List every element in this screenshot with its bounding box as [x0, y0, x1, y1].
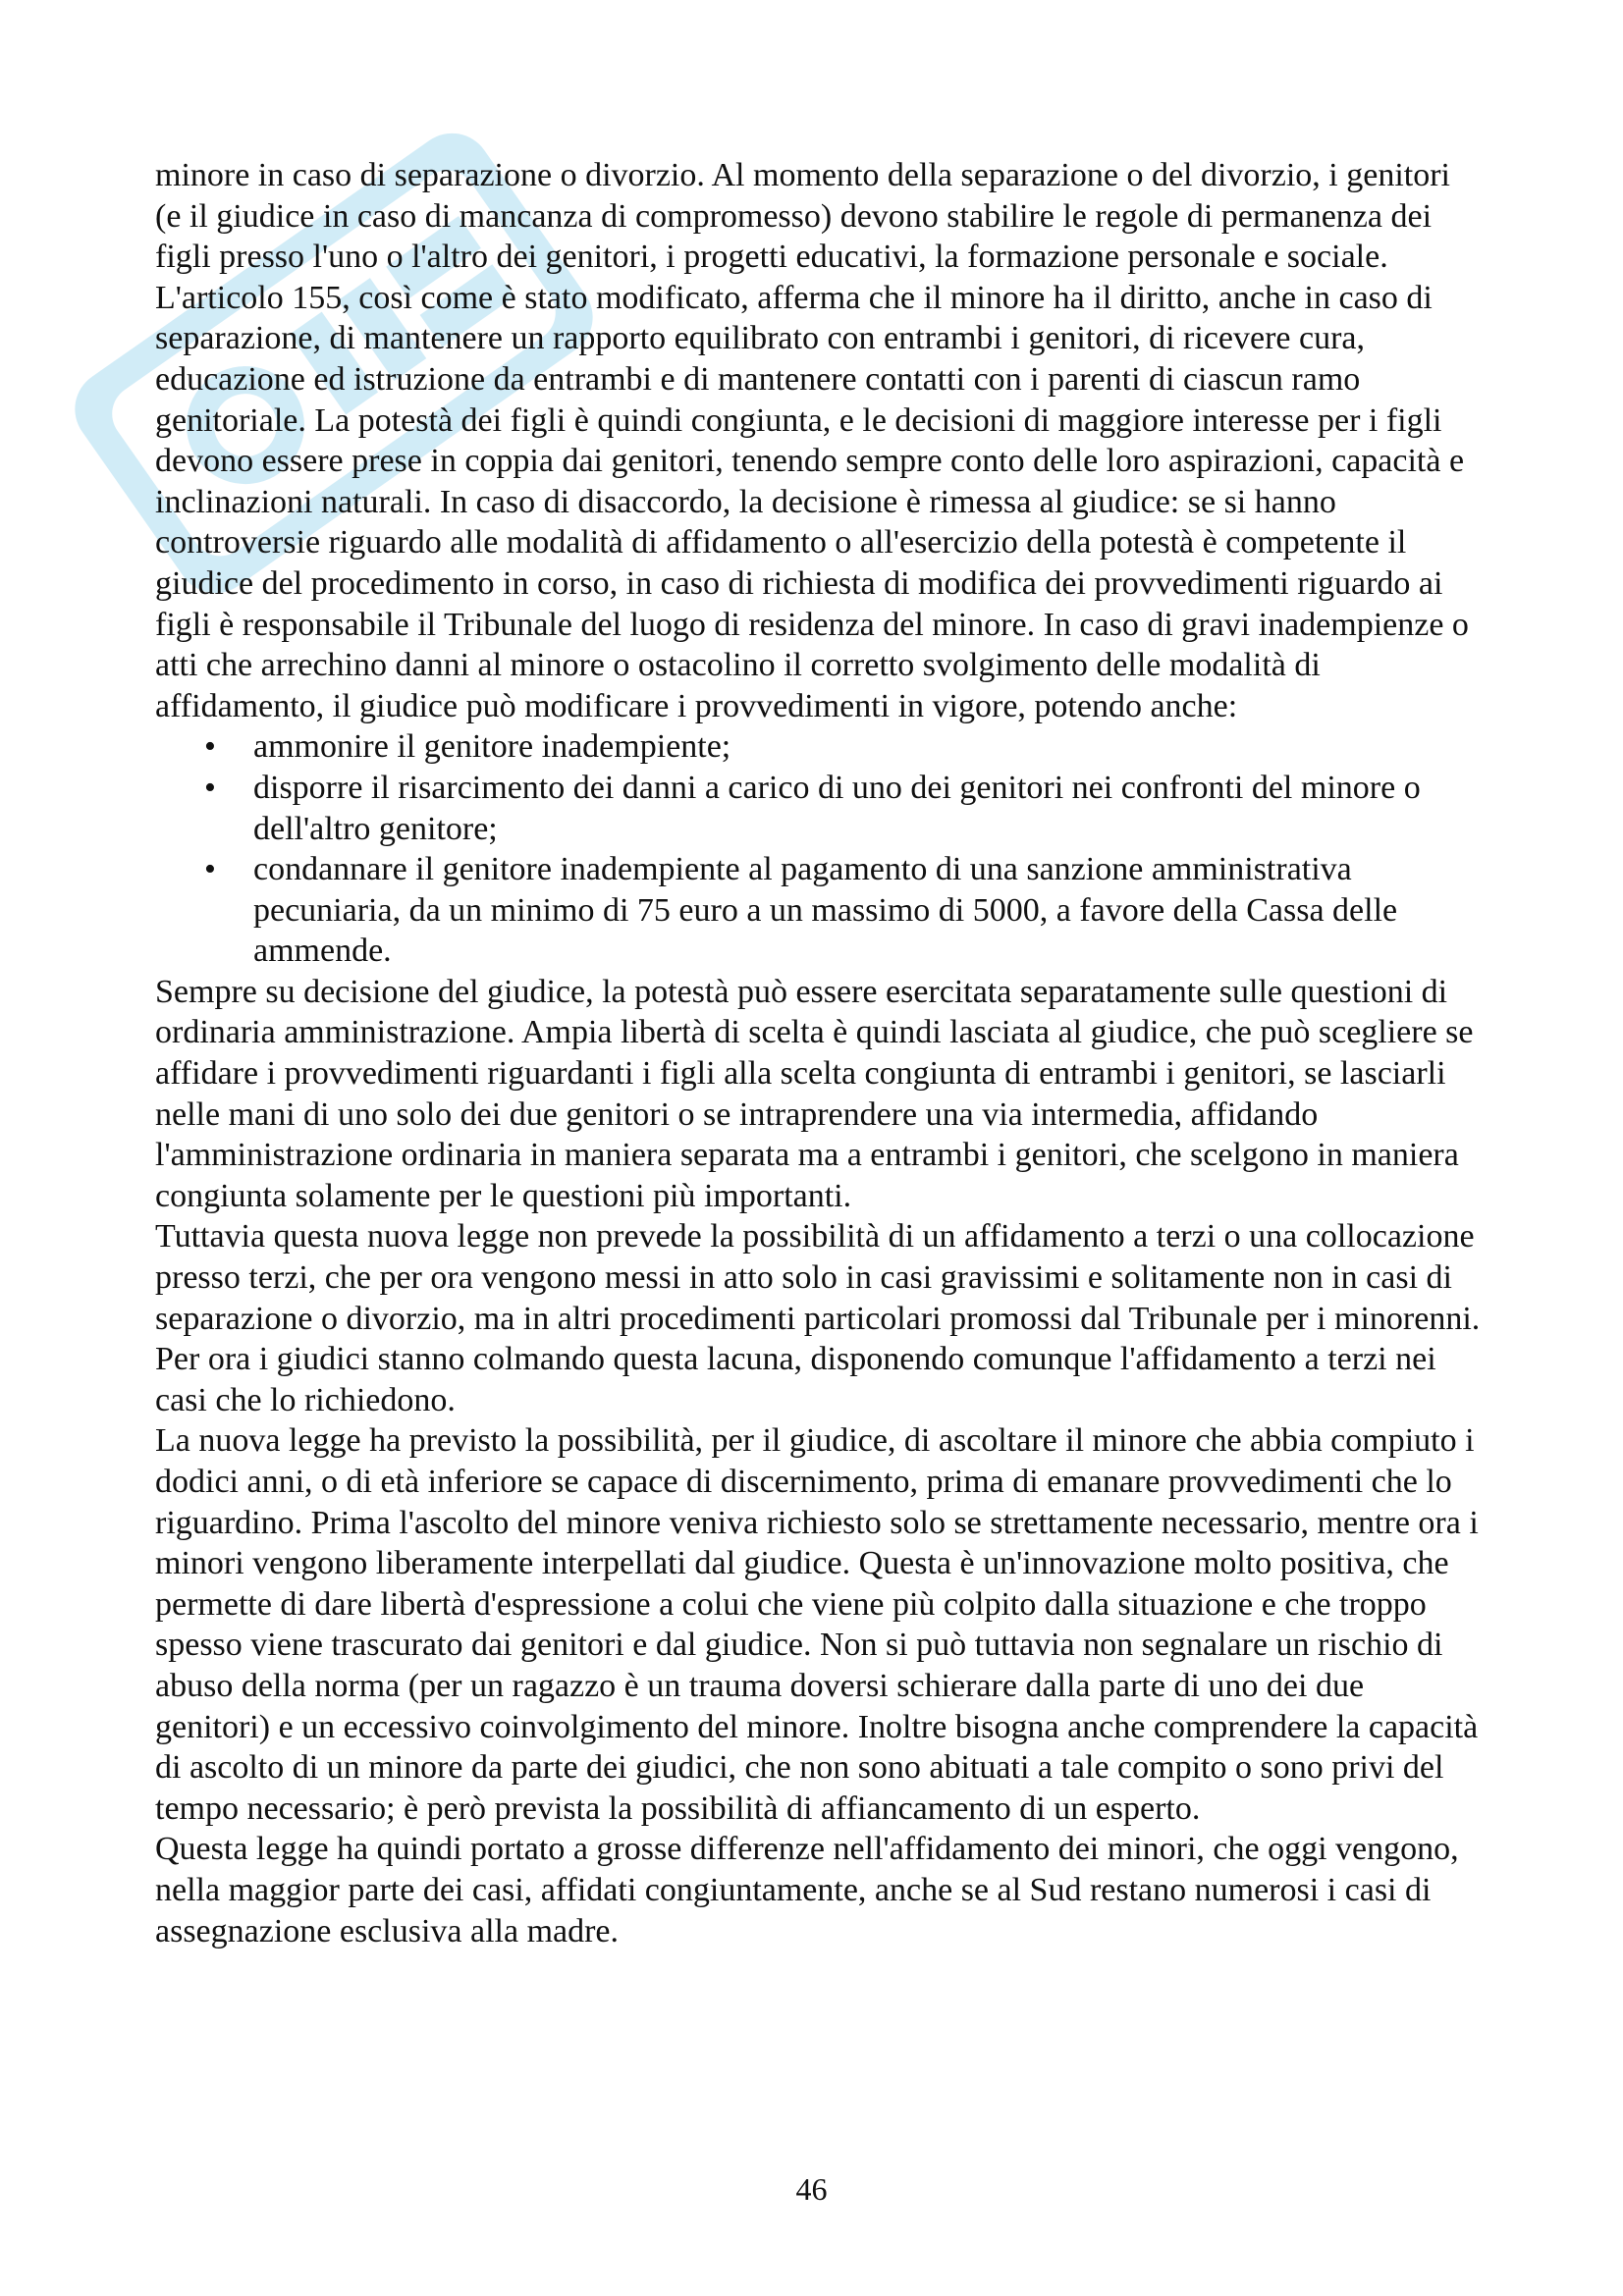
paragraph-5: La nuova legge ha previsto la possibilità, per il giudice, di ascoltare il minore che abbia compiuto i dodici anni, o di età inferiore se capace di discernimento, prima di emanare provvedimenti che lo riguardino. Prima l'ascolto del minore veniva richiesto solo se strettamente necessario, mentre ora i minori vengono liberamente interpellati dal giudice. Questa è un'innovazione molto positiva, che permette di dare libertà d'espressione a colui che viene più colpito dalla situazione e che troppo spesso viene trascurato dai genitori e dal giudice. Non si può tuttavia non segnalare un rischio di abuso della norma (per un ragazzo è un trauma doversi schierare dalla parte di uno dei due genitori) e un eccessivo coinvolgimento del minore. Inoltre bisogna anche comprendere la capacità di ascolto di un minore da parte dei giudici, che non sono abituati a tale compito o sono privi del tempo necessario; è però prevista la possibilità di affiancamento di un esperto.	[155, 1422, 1479, 1827]
list-item	[204, 726, 1481, 768]
list-item-text: disporre il risarcimento dei danni a carico di uno dei genitori nei confronti del minore o dell'altro genitore;	[253, 769, 1421, 847]
bullet-icon: •	[204, 769, 216, 806]
paragraph-2: L'articolo 155, così come è stato modificato, afferma che il minore ha il diritto, anche in caso di separazione, di mantenere un rapporto equilibrato con entrambi i genitori, di ricevere cura, educazione ed istruzione da entrambi e di mantenere contatti con i parenti di ciascun ramo genitoriale. La potestà dei figli è quindi congiunta, e le decisioni di maggiore interesse per i figli devono essere prese in coppia dai genitori, tenendo sempre conto delle loro aspirazioni, capacità e inclinazioni naturali. In caso di disaccordo, la decisione è rimessa al giudice: se si hanno controversie riguardo alle modalità di affidamento o all'esercizio della potestà è competente il giudice del procedimento in corso, in caso di richiesta di modifica dei provvedimenti riguardo ai figli è responsabile il Tribunale del luogo di residenza del minore. In caso di gravi inadempienze o atti che arrechino danni al minore o ostacolino il corretto svolgimento delle modalità di affidamento, il giudice può modificare i provvedimenti in vigore, potendo anche:	[155, 279, 1469, 724]
bullet-list	[155, 726, 1481, 972]
bullet-icon: •	[204, 728, 216, 766]
paragraph-4: Tuttavia questa nuova legge non prevede la possibilità di un affidamento a terzi o una collocazione presso terzi, che per ora vengono messi in atto solo in casi gravissimi e solitamente non in casi di separazione o divorzio, ma in altri procedimenti particolari promossi dal Tribunale per i minorenni. Per ora i giudici stanno colmando questa lacuna, disponendo comunque l'affidamento a terzi nei casi che lo richiedono.	[155, 1218, 1481, 1418]
page-number: 46	[795, 2171, 828, 2207]
list-item-text: ammonire il genitore inadempiente;	[253, 728, 731, 766]
list-item	[204, 849, 1481, 972]
list-item	[204, 768, 1481, 849]
bullet-icon: •	[204, 851, 216, 888]
list-item-text: condannare il genitore inadempiente al pagamento di una sanzione amministrativa pecuniaria, da un minimo di 75 euro a un massimo di 5000, a favore della Cassa delle ammende.	[253, 851, 1398, 970]
paragraph-3: Sempre su decisione del giudice, la potestà può essere esercitata separatamente sulle questioni di ordinaria amministrazione. Ampia libertà di scelta è quindi lasciata al giudice, che può scegliere se affidare i provvedimenti riguardanti i figli alla scelta congiunta di entrambi i genitori, se lasciarli nelle mani di uno solo dei due genitori o se intraprendere una via intermedia, affidando l'amministrazione ordinaria in maniera separata ma a entrambi i genitori, che scelgono in maniera congiunta solamente per le questioni più importanti.	[155, 973, 1474, 1214]
document-body	[155, 155, 1481, 1951]
paragraph-6: Questa legge ha quindi portato a grosse differenze nell'affidamento dei minori, che oggi vengono, nella maggior parte dei casi, affidati congiuntamente, anche se al Sud restano numerosi i casi di assegnazione esclusiva alla madre.	[155, 1831, 1459, 1949]
paragraph-1: minore in caso di separazione o divorzio. Al momento della separazione o del divorzio, i genitori (e il giudice in caso di mancanza di compromesso) devono stabilire le regole di permanenza dei figli presso l'uno o l'altro dei genitori, i progetti educativi, la formazione personale e sociale.	[155, 157, 1450, 276]
